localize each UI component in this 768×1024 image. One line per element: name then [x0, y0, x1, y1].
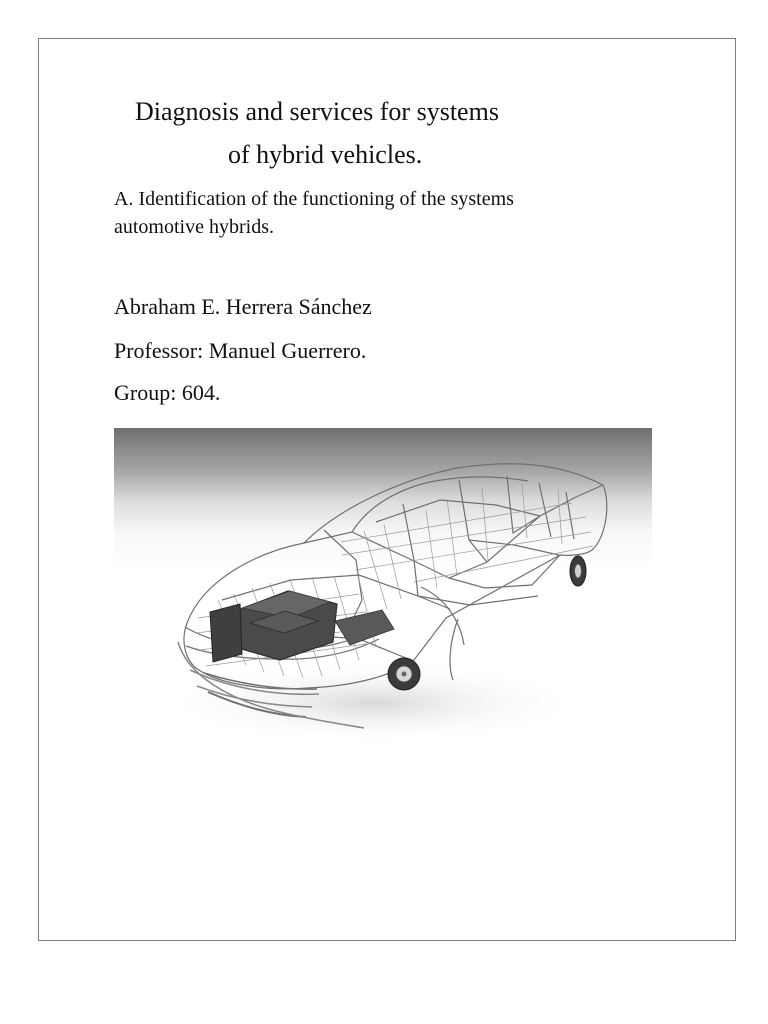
document-title-line-1: Diagnosis and services for systems: [135, 97, 499, 126]
car-wireframe-icon: [114, 428, 652, 764]
professor-name: Professor: Manuel Guerrero.: [114, 338, 367, 363]
hybrid-car-illustration: [114, 428, 652, 764]
car-shadow: [164, 661, 584, 745]
engine-block: [210, 591, 394, 662]
author-name: Abraham E. Herrera Sánchez: [114, 294, 372, 319]
rear-wheel: [570, 556, 586, 586]
front-wheel: [388, 658, 420, 690]
document-subtitle: A. Identification of the functioning of the systems automotive hybrids.: [114, 188, 514, 238]
document-title-line-2: of hybrid vehicles.: [228, 140, 423, 169]
group-number: Group: 604.: [114, 380, 221, 405]
